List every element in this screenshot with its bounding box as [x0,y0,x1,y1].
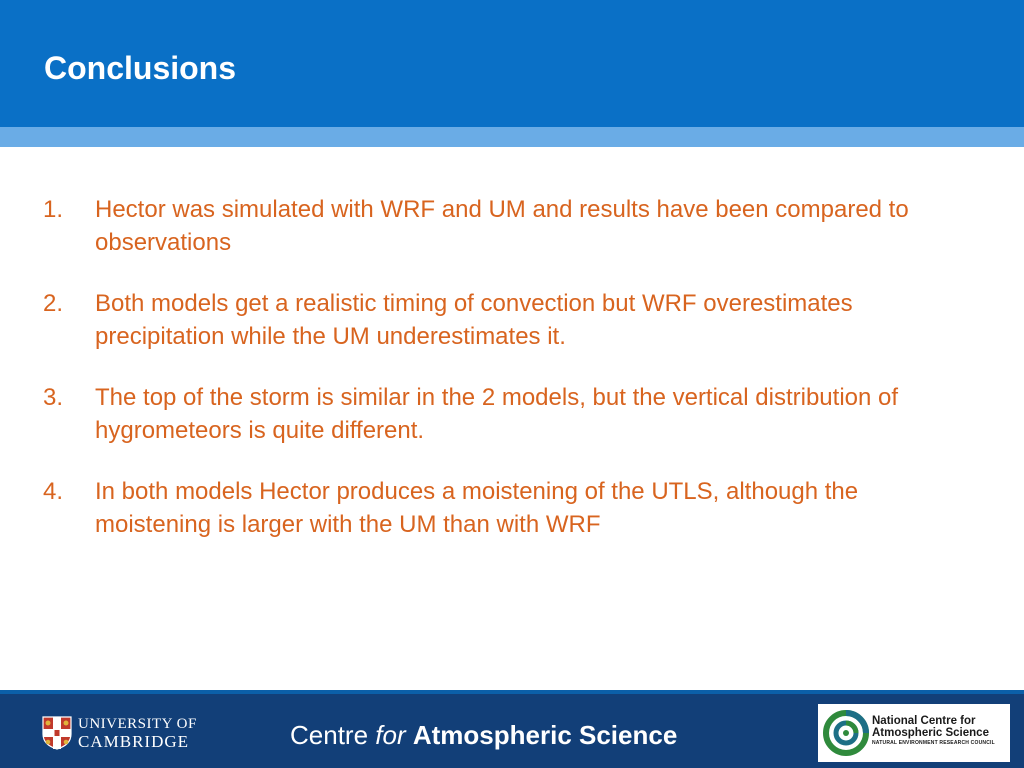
ncas-line1: National Centre for [872,715,976,727]
footer-centre-title [290,719,677,751]
list-item-number: 2. [43,290,64,317]
list-item [0,475,965,541]
list-item [0,193,965,259]
list-item-number: 1. [43,196,64,223]
footer-centre-word: Centre [290,720,369,750]
ncas-line2: Atmospheric Science [872,727,989,739]
footer-for-word: for [375,720,406,750]
list-item-text: Hector was simulated with WRF and UM and results have been compared to observations [95,196,909,256]
ncas-swirl-icon [823,710,869,756]
header-stripe [0,127,1024,147]
ncas-logo [818,704,1010,762]
list-item-number: 3. [43,384,64,411]
list-item-text: The top of the storm is similar in the 2 models, but the vertical distribution of hygrometeors is quite different. [95,384,899,444]
cambridge-wordmark [78,716,197,750]
list-item [0,287,965,353]
list-item [0,381,965,447]
list-item-text: In both models Hector produces a moistening of the UTLS, although the moistening is larger with the UM than with WRF [95,478,859,538]
cambridge-line2: CAMBRIDGE [78,732,190,751]
footer-atmospheric-science: Atmospheric Science [412,720,678,750]
conclusions-list [0,193,1024,541]
cambridge-logo [42,715,197,751]
ncas-line3: NATURAL ENVIRONMENT RESEARCH COUNCIL [872,740,995,746]
slide-content [0,193,1024,569]
ncas-wordmark [872,715,995,747]
list-item-text: Both models get a realistic timing of convection but WRF overestimates precipitation while the UM underestimates it. [95,290,853,350]
cambridge-line1: UNIVERSITY OF [78,716,197,732]
slide-title: Conclusions [44,50,237,86]
list-item-number: 4. [43,478,64,505]
cambridge-shield-icon [42,716,72,750]
